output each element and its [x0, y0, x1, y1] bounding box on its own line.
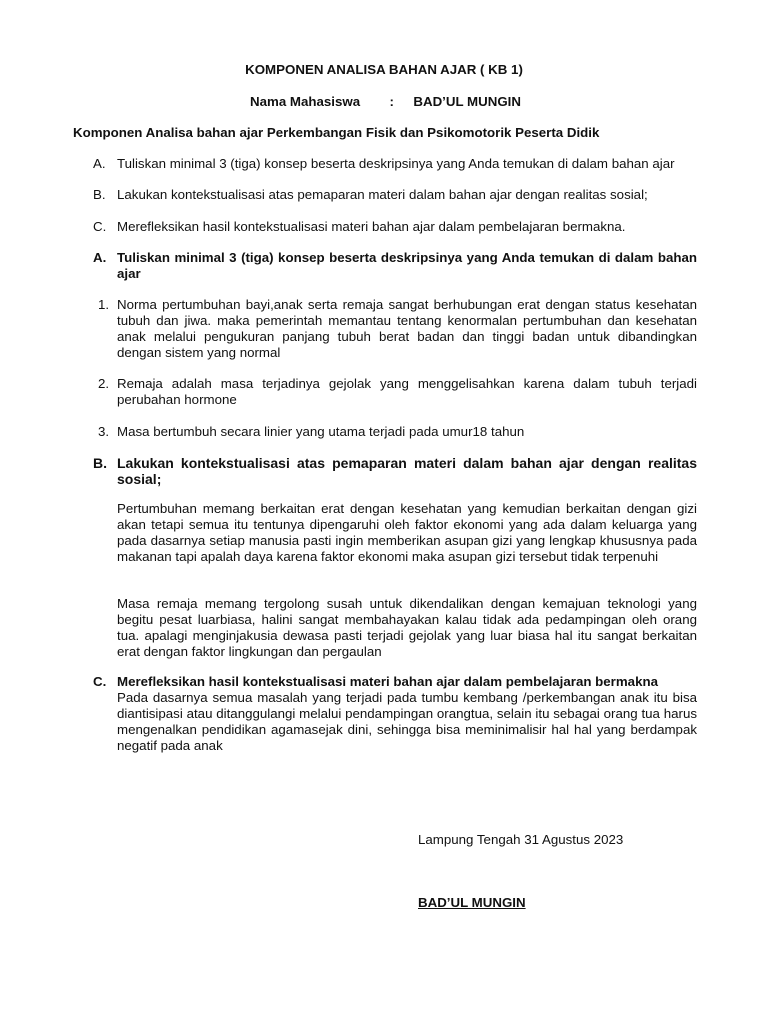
- task-item-c: [93, 219, 713, 235]
- section-c: [93, 674, 697, 754]
- concept-item-2: [98, 376, 697, 408]
- task-letter: B.: [93, 187, 106, 202]
- section-heading-text: Tuliskan minimal 3 (tiga) konsep beserta deskripsinya yang Anda temukan di dalam bahan ajar: [117, 250, 697, 281]
- section-letter: A.: [93, 250, 107, 265]
- concept-text: Norma pertumbuhan bayi,anak serta remaja sangat berhubungan erat dengan status kesehatan tubuh dan jiwa. maka pemerintah memantau tentang kenormalan pertumbuhan dan kesehatan anak melalui pengukuran panjang tubuh berat badan dan tinggi badan untuk dibandingkan dengan sistem yang normal: [117, 297, 697, 360]
- document-title: KOMPONEN ANALISA BAHAN AJAR ( KB 1): [245, 62, 523, 77]
- task-letter: A.: [93, 156, 106, 171]
- section-letter: B.: [93, 455, 107, 471]
- concept-item-3: [98, 424, 697, 440]
- concept-number: 3.: [98, 424, 110, 439]
- concept-text: Remaja adalah masa terjadinya gejolak yang menggelisahkan karena dalam tubuh terjadi perubahan hormone: [117, 376, 697, 407]
- task-text: Tuliskan minimal 3 (tiga) konsep beserta deskripsinya yang Anda temukan di dalam bahan ajar: [117, 156, 675, 171]
- section-letter: C.: [93, 674, 107, 689]
- task-item-b: [93, 187, 713, 203]
- task-text: Merefleksikan hasil kontekstualisasi materi bahan ajar dalam pembelajaran bermakna.: [117, 219, 626, 234]
- document-subtitle: Komponen Analisa bahan ajar Perkembangan Fisik dan Psikomotorik Peserta Didik: [73, 125, 600, 140]
- place-date: Lampung Tengah 31 Agustus 2023: [418, 832, 624, 847]
- student-name-line: [250, 94, 550, 110]
- concept-item-1: [98, 297, 697, 361]
- signature-name: BAD’UL MUNGIN: [418, 895, 526, 910]
- section-b-heading: [93, 455, 697, 487]
- concept-text: Masa bertumbuh secara linier yang utama terjadi pada umur18 tahun: [117, 424, 525, 439]
- section-a-heading: [93, 250, 697, 282]
- section-heading-text: Merefleksikan hasil kontekstualisasi materi bahan ajar dalam pembelajaran bermakna: [117, 674, 658, 689]
- section-heading-text: Lakukan kontekstualisasi atas pemaparan materi dalam bahan ajar dengan realitas sosial;: [117, 455, 697, 487]
- name-label: Nama Mahasiswa: [250, 94, 361, 109]
- student-name: BAD’UL MUNGIN: [413, 94, 521, 109]
- section-c-text: Pada dasarnya semua masalah yang terjadi pada tumbu kembang /perkembangan anak itu bisa diantisipasi atau ditanggulangi melalui pendampingan orangtua, selain itu sebagai orang tua harus mengenalkan pendidikan agamasejak dini, sehingga bisa meminimalisir hal hal yang berdampak negatif pada anak: [117, 690, 697, 753]
- concept-number: 1.: [98, 297, 110, 312]
- task-text: Lakukan kontekstualisasi atas pemaparan materi dalam bahan ajar dengan realitas sosial;: [117, 187, 648, 202]
- task-item-a: [93, 156, 713, 172]
- concept-number: 2.: [98, 376, 110, 391]
- name-separator: :: [389, 94, 394, 109]
- section-b-paragraph-1: Pertumbuhan memang berkaitan erat dengan kesehatan yang kemudian berkaitan dengan gizi akan tetapi semua itu tentunya dipengaruhi oleh faktor ekonomi yang ada dalam keluarga yang pada dasarnya setiap manusia pasti ingin memberikan asupan gizi yang lengkap khususnya pada makanan tapi apalah daya karena faktor ekonomi maka asupan gizi tersebut tidak terpenuhi: [117, 501, 697, 564]
- task-letter: C.: [93, 219, 107, 234]
- section-b-paragraph-2: Masa remaja memang tergolong susah untuk dikendalikan dengan kemajuan teknologi yang begitu pesat luarbiasa, halini sangat membahayakan kalau tidak ada pedampingan oleh orang tua. apalagi menginjakusia dewasa pasti terjadi gejolak yang luar biasa hal itu sangat berkaitan erat dengan faktor lingkungan dan pergaulan: [117, 596, 697, 659]
